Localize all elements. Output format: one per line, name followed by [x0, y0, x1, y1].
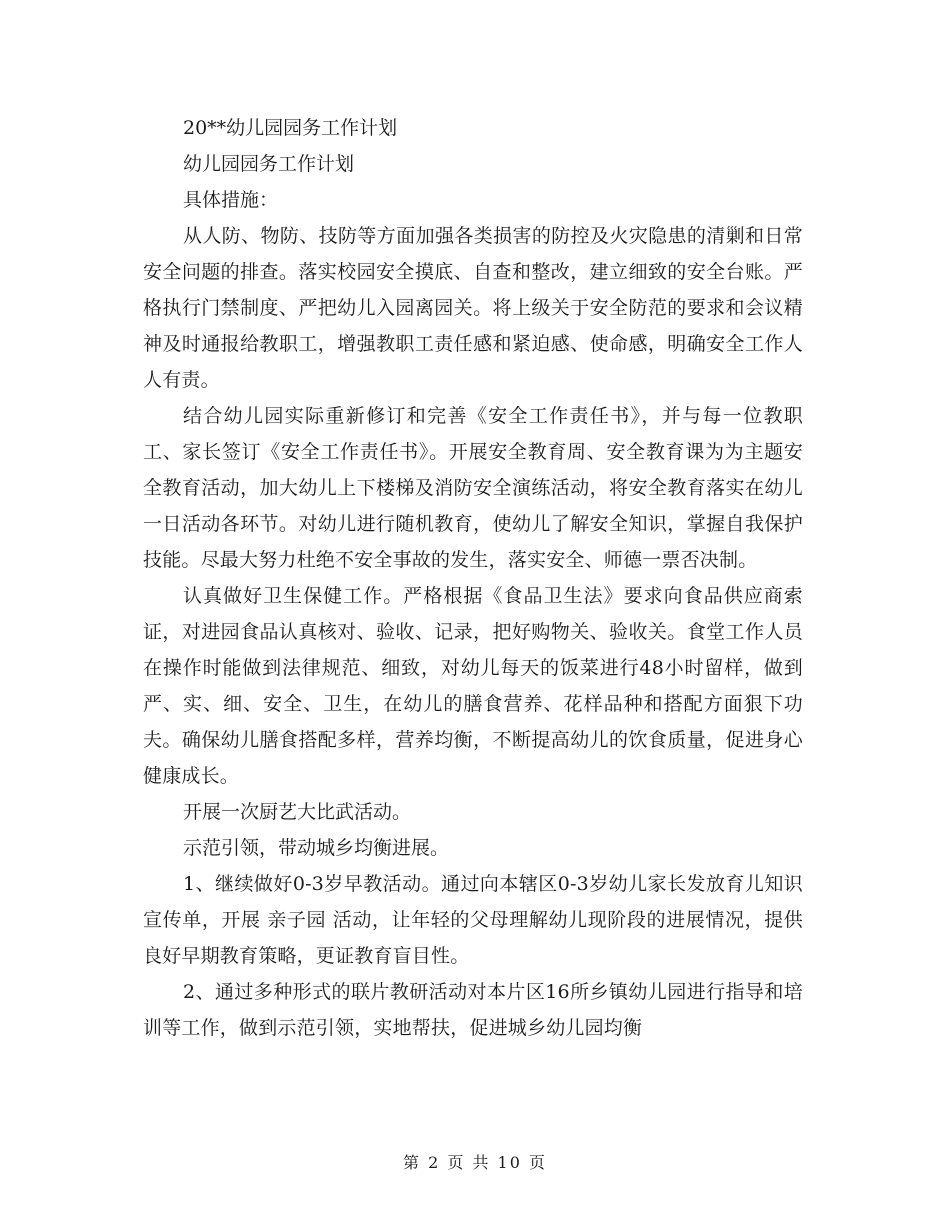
paragraph-security: [143, 218, 803, 398]
paragraph-text: 认真做好卫生保健工作。严格根据《食品卫生法》要求向食品供应商索证，对进园食品认真核对、验收、记录，把好购物关、验收关。食堂工作人员在操作时能做到法律规范、细致，对幼儿每天的饭菜进行48小时留样，做到严、实、细、安全、卫生，在幼儿的膳食营养、花样品种和搭配方面狠下功夫。确保幼儿膳食搭配多样，营养均衡，不断提高幼儿的饮食质量，促进身心健康成长。: [143, 585, 803, 787]
list-item-text: 2、通过多种形式的联片教研活动对本片区16所乡镇幼儿园进行指导和培训等工作，做到示范引领，实地帮扶，促进城乡幼儿园均衡: [143, 981, 803, 1039]
list-item-joint-research: [143, 974, 803, 1046]
paragraph-health: [143, 578, 803, 794]
section-heading: 具体措施：: [183, 189, 279, 211]
paragraph-text: 从人防、物防、技防等方面加强各类损害的防控及火灾隐患的清剿和日常安全问题的排查。落实校园安全摸底、自查和整改，建立细致的安全台账。严格执行门禁制度、严把幼儿入园离园关。将上级关于安全防范的要求和会议精神及时通报给教职工，增强教职工责任感和紧迫感、使命感，明确安全工作人人有责。: [143, 225, 803, 391]
line-demo: 示范引领，带动城乡均衡进展。: [183, 837, 450, 859]
list-item-early-education: [143, 866, 803, 974]
list-item-text: 1、继续做好0-3岁早教活动。通过向本辖区0-3岁幼儿家长发放育儿知识宣传单，开展 亲子园 活动，让年轻的父母理解幼儿现阶段的进展情况，提供良好早期教育策略，更证教育盲目性。: [143, 873, 803, 967]
paragraph-text: 结合幼儿园实际重新修订和完善《安全工作责任书》，并与每一位教职工、家长签订《安全工作责任书》。开展安全教育周、安全教育课为为主题安全教育活动，加大幼儿上下楼梯及消防安全演练活动，将安全教育落实在幼儿一日活动各环节。对幼儿进行随机教育，使幼儿了解安全知识，掌握自我保护技能。尽最大努力杜绝不安全事故的发生，落实安全、师德一票否决制。: [143, 405, 803, 571]
document-title: 20**幼儿园园务工作计划: [183, 117, 398, 139]
page-number-footer: 第 2 页 共 10 页: [403, 1153, 547, 1172]
document-body: [143, 110, 803, 1046]
document-subtitle: 幼儿园园务工作计划: [183, 153, 355, 175]
line-activity: 开展一次厨艺大比武活动。: [183, 801, 412, 823]
paragraph-responsibility: [143, 398, 803, 578]
